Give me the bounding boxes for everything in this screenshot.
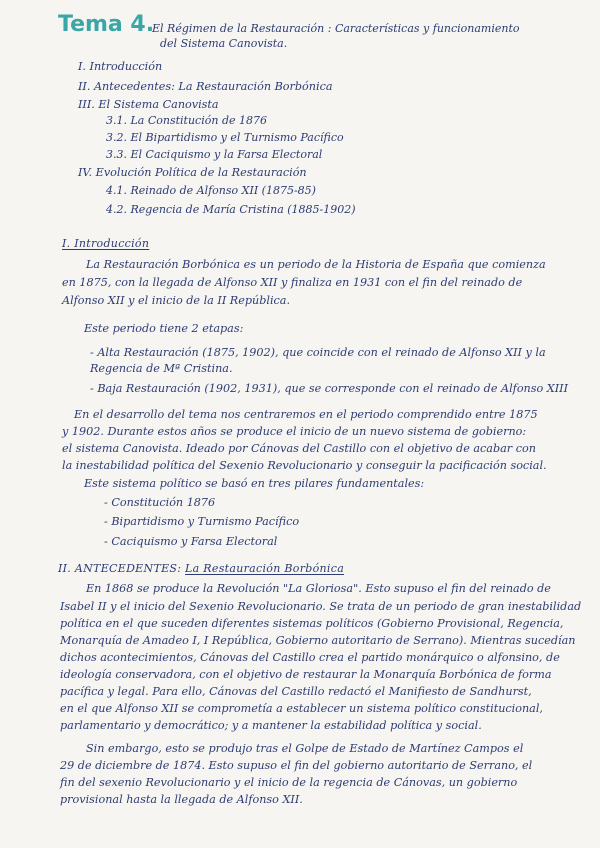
intro-p1-line-3: Alfonso XII y el inicio de la II República. (62, 294, 291, 307)
index-item-4-2: 4.2. Regencia de María Cristina (1885-1902) (106, 203, 356, 216)
intro-p3-line-2: y 1902. Durante estos años se produce el inicio de un nuevo sistema de gobierno: (62, 425, 527, 438)
intro-p3-line-4: la inestabilidad política del Sexenio Revolucionario y conseguir la pacificación social. (62, 459, 547, 472)
antecedentes-p1-line-7: pacífica y legal. Para ello, Cánovas del Castillo redactó el Manifiesto de Sandhurst, (60, 685, 532, 698)
intro-p3-line-5: Este sistema político se basó en tres pilares fundamentales: (84, 477, 425, 490)
intro-p3-line-3: el sistema Canovista. Ideado por Cánovas del Castillo con el objetivo de acabar con (62, 442, 536, 455)
index-item-3: III. El Sistema Canovista (78, 98, 219, 111)
antecedentes-heading-label: II. ANTECEDENTES: (58, 562, 182, 575)
antecedentes-p2-line-2: 29 de diciembre de 1874. Esto supuso el fin del gobierno autoritario de Serrano, el (60, 759, 533, 772)
title-line-1: El Régimen de la Restauración : Características y funcionamiento (152, 22, 520, 35)
antecedentes-p1-line-8: en el que Alfonso XII se comprometía a establecer un sistema político constitucional, (60, 702, 543, 715)
index-item-3-3: 3.3. El Caciquismo y la Farsa Electoral (106, 148, 323, 161)
intro-p1-line-2: en 1875, con la llegada de Alfonso XII y finaliza en 1931 con el fin del reinado de (62, 276, 523, 289)
antecedentes-heading (58, 562, 344, 576)
antecedentes-p1-line-3: política en el que suceden diferentes sistemas políticos (Gobierno Provisional, Regencia, (60, 617, 564, 630)
antecedentes-p1-line-1: En 1868 se produce la Revolución "La Gloriosa". Esto supuso el fin del reinado de (86, 582, 551, 595)
index-item-1: I. Introducción (78, 60, 163, 73)
antecedentes-p1-line-4: Monarquía de Amadeo I, I República, Gobierno autoritario de Serrano). Mientras sucedían (60, 634, 576, 647)
antecedentes-p2-line-4: provisional hasta la llegada de Alfonso XII. (60, 793, 303, 806)
antecedentes-p1-line-6: ideología conservadora, con el objetivo de restaurar la Monarquía Borbónica de forma (60, 668, 552, 681)
stage-1-line-2: Regencia de Mª Cristina. (90, 362, 233, 375)
pillar-1: - Constitución 1876 (104, 496, 216, 509)
intro-p3-line-1: En el desarrollo del tema nos centraremos en el periodo comprendido entre 1875 (74, 408, 538, 421)
index-item-3-1: 3.1. La Constitución de 1876 (106, 114, 267, 127)
stage-2: - Baja Restauración (1902, 1931), que se corresponde con el reinado de Alfonso XIII (90, 382, 569, 395)
antecedentes-p1-line-5: dichos acontecimientos, Cánovas del Castillo crea el partido monárquico o alfonsino, de (60, 651, 560, 664)
antecedentes-p2-line-3: fin del sexenio Revolucionario y el inicio de la regencia de Cánovas, un gobierno (60, 776, 518, 789)
antecedentes-p2-line-1: Sin embargo, esto se produjo tras el Golpe de Estado de Martínez Campos el (86, 742, 524, 755)
intro-p1-line-1: La Restauración Borbónica es un periodo de la Historia de España que comienza (86, 258, 546, 271)
intro-p2: Este periodo tiene 2 etapas: (84, 322, 244, 335)
antecedentes-heading-title: La Restauración Borbónica (185, 562, 345, 575)
index-item-4: IV. Evolución Política de la Restauración (78, 166, 307, 179)
index-item-4-1: 4.1. Reinado de Alfonso XII (1875-85) (106, 184, 316, 197)
pillar-3: - Caciquismo y Farsa Electoral (104, 535, 278, 548)
title-line-2: del Sistema Canovista. (160, 37, 288, 50)
antecedentes-p1-line-9: parlamentario y democrático; y a mantener la estabilidad política y social. (60, 719, 482, 732)
intro-heading: I. Introducción (62, 237, 150, 250)
index-item-3-2: 3.2. El Bipartidismo y el Turnismo Pacífico (106, 131, 344, 144)
pillar-2: - Bipartidismo y Turnismo Pacífico (104, 515, 300, 528)
stage-1-line-1: - Alta Restauración (1875, 1902), que coincide con el reinado de Alfonso XII y la (90, 346, 546, 359)
index-item-2: II. Antecedentes: La Restauración Borbónica (78, 80, 333, 93)
antecedentes-p1-line-2: Isabel II y el inicio del Sexenio Revolucionario. Se trata de un periodo de gran inestabilidad (60, 600, 582, 613)
tema-number: Tema 4. (58, 12, 155, 37)
